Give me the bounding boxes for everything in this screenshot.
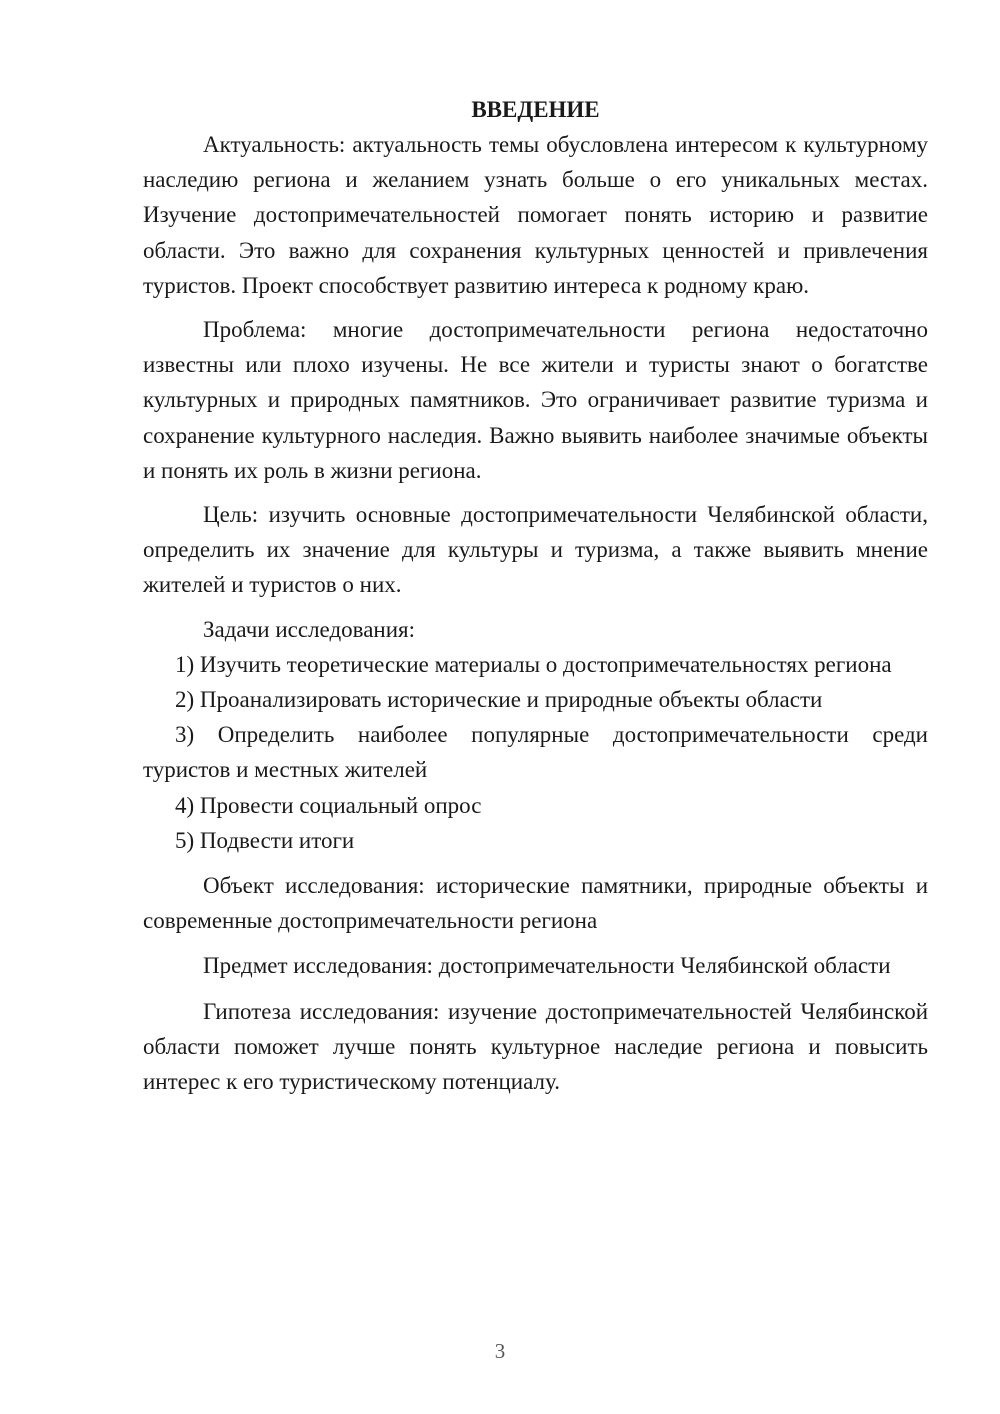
- task-item-3: 3) Определить наиболее популярные достопримечательности среди туристов и местных жителей: [143, 722, 928, 783]
- page-number: 3: [494, 1339, 506, 1363]
- paragraph-problem: Проблема: многие достопримечательности региона недостаточно известны или плохо изучены. Не все жители и туристы знают о богатстве культурных и природных памятников. Это ограничивает развитие туризма и сохранение культурного наследия. Важно выявить наиболее значимые объекты и понять их роль в жизни региона.: [143, 317, 928, 483]
- section-heading: ВВЕДЕНИЕ: [471, 97, 600, 122]
- paragraph-relevance: Актуальность: актуальность темы обусловлена интересом к культурному наследию региона и желанием узнать больше о его уникальных местах. Изучение достопримечательностей помогает понять историю и развитие области. Это важно для сохранения культурных ценностей и привлечения туристов. Проект способствует развитию интереса к родному краю.: [143, 132, 928, 298]
- paragraph-goal: Цель: изучить основные достопримечательности Челябинской области, определить их значение для культуры и туризма, а также выявить мнение жителей и туристов о них.: [143, 502, 928, 598]
- paragraph-object: Объект исследования: исторические памятники, природные объекты и современные достопримечательности региона: [143, 873, 928, 934]
- paragraph-hypothesis: Гипотеза исследования: изучение достопримечательностей Челябинской области поможет лучше понять культурное наследие региона и повысить интерес к его туристическому потенциалу.: [143, 998, 928, 1095]
- page-content: [143, 92, 928, 1099]
- paragraph-tasks-intro: Задачи исследования:: [203, 616, 416, 642]
- task-item-1: 1) Изучить теоретические материалы о достопримечательностях региона: [175, 651, 892, 677]
- task-item-4: 4) Провести социальный опрос: [175, 792, 482, 818]
- task-item-2: 2) Проанализировать исторические и природные объекты области: [175, 687, 823, 713]
- paragraph-subject: Предмет исследования: достопримечательности Челябинской области: [203, 953, 891, 979]
- task-item-5: 5) Подвести итоги: [175, 827, 355, 853]
